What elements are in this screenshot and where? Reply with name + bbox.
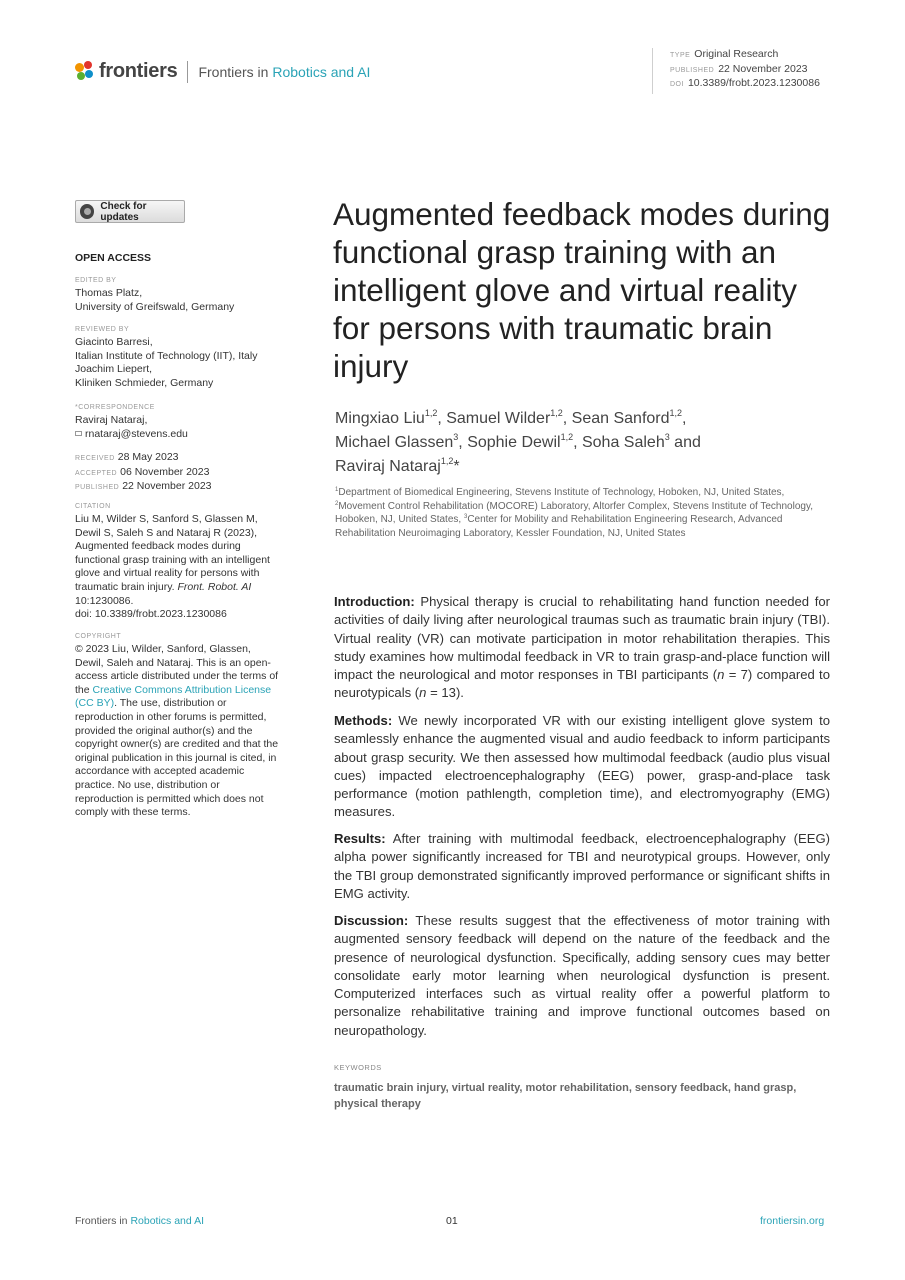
author: Soha Saleh$^3$ and [581, 432, 701, 451]
accepted-date: ACCEPTED 06 November 2023 [75, 465, 210, 478]
abstract-results: Results: After training with multimodal feedback, electroencephalography (EEG) alpha power significantly increased for TBI and neurotypical groups. However, only the TBI group demonstrated significantly improved performance or significant shifts in EMG activity. [334, 831, 830, 901]
frontiers-logo-icon [75, 61, 95, 83]
citation-text: Liu M, Wilder S, Sanford S, Glassen M, Dewil S, Saleh S and Nataraj R (2023), Augmented feedback modes during functional grasp training with an intelligent glove and virtual reality for persons with traumatic brain injury. Front. Robot. AI 10:1230086. [75, 513, 270, 607]
keywords-label: KEYWORDS [334, 1063, 382, 1072]
author: Mingxiao Liu$^{1,2}$, [335, 408, 447, 427]
editor-name: Thomas Platz, [75, 287, 143, 299]
reviewer-name: Giacinto Barresi, [75, 336, 153, 348]
frontiers-logo[interactable] [75, 60, 370, 83]
edited-by-section: EDITED BY Thomas Platz, University of Greifswald, Germany [75, 276, 280, 314]
crossmark-icon [80, 204, 94, 219]
author: Sophie Dewil$^{1,2}$, [467, 432, 582, 451]
editor-affiliation: University of Greifswald, Germany [75, 300, 235, 313]
open-access-label: OPEN ACCESS [75, 252, 152, 264]
author: Samuel Wilder$^{1,2}$, [446, 408, 572, 427]
article-title: Augmented feedback modes during functional grasp training with an intelligent glove and virtual reality for persons with traumatic brain injury [333, 196, 831, 384]
article-meta [652, 48, 820, 94]
footer-site-link[interactable]: frontiersin.org [760, 1215, 825, 1227]
meta-published: PUBLISHED 22 November 2023 [670, 62, 808, 75]
correspondence-email[interactable]: rnataraj@stevens.edu [75, 428, 280, 442]
abstract-discussion: Discussion: These results suggest that the effectiveness of motor training with augmented sensory feedback will depend on the nature of the feedback and the presence of neurological dysfunction. Specifically, adding sensory cues may better consolidate early motor learning when neurological dysfunction is present. Computerized interfaces such as virtual reality offer a powerful platform to personalize rehabilitative training and improve functional outcomes based on neuropathology. [334, 913, 830, 1038]
affiliations: $^1$Department of Biomedical Engineering, Stevens Institute of Technology, Hoboken, NJ, United States, $^2$Movement Control Rehabilitation (MOCORE) Laboratory, Altorfer Complex, Stevens Institute of Technology, Hoboken, NJ, United States, $^3$Center for Mobility and Rehabilitation Engineering Research, Advanced Rehabilitation Neuroimaging Laboratory, Kessler Foundation, NJ, United States [335, 487, 814, 539]
abstract-introduction: Introduction: Physical therapy is crucial to rehabilitating hand function needed for activities of daily living after neurological traumas such as traumatic brain injury (TBI). Virtual reality (VR) can motivate participation in motor rehabilitation therapies. This study examines how multimodal feedback in VR to train grasp-and-place function will impact the neurological and motor responses in TBI participants (n = 7) compared to neurotypicals (n = 13). [334, 594, 830, 701]
page-number: 01 [446, 1215, 458, 1227]
keywords: traumatic brain injury, virtual reality, motor rehabilitation, sensory feedback, hand grasp, physical therapy [334, 1082, 797, 1110]
copyright-section: COPYRIGHT © 2023 Liu, Wilder, Sanford, Glassen, Dewil, Saleh and Nataraj. This is an open-access article distributed under the terms of the Creative Commons Attribution License (CC BY). The use, distribution or reproduction in other forums is permitted, provided the original author(s) and the copyright owner(s) are credited and that the original publication in this journal is cited, in accordance with accepted academic practice. No use, distribution or reproduction is permitted which does not comply with these terms. [75, 633, 279, 819]
correspondence-name: Raviraj Nataraj, [75, 414, 148, 426]
correspondence-section: *CORRESPONDENCE Raviraj Nataraj, rnataraj@stevens.edu [75, 403, 280, 441]
author-list [335, 407, 830, 479]
meta-type: TYPE Original Research [670, 48, 779, 60]
mail-icon [75, 431, 82, 436]
brand-name: frontiers [99, 60, 178, 82]
published-date: PUBLISHED 22 November 2023 [75, 480, 212, 493]
reviewer-affiliation: Kliniken Schmieder, Germany [75, 376, 214, 389]
open-access-section [75, 252, 280, 266]
divider [187, 61, 188, 83]
author: Michael Glassen$^3$, [335, 432, 468, 451]
author: Raviraj Nataraj$^{1,2}$* [335, 456, 460, 475]
check-for-updates-button[interactable]: Check for updates [75, 200, 185, 223]
reviewer-name: Joachim Liepert, [75, 363, 153, 376]
meta-doi: DOI 10.3389/frobt.2023.1230086 [670, 77, 820, 89]
abstract-methods: Methods: We newly incorporated VR with our existing intelligent glove system to seamlessly enhance the augmented visual and audio feedback to inform participants about grasp security. We then assessed how multimodal feedback (audio plus visual cues) impacted electroencephalography (EEG) power, grasp-and-place task performance (motion pathlength, completion time), and electromyography (EMG) measures. [334, 713, 830, 820]
footer-journal[interactable]: Frontiers in Robotics and AI [75, 1215, 204, 1227]
journal-name: Frontiers in Robotics and AI [198, 63, 371, 80]
reviewer-affiliation: Italian Institute of Technology (IIT), Italy [75, 349, 258, 362]
citation-doi: doi: 10.3389/frobt.2023.1230086 [75, 608, 227, 621]
reviewed-by-section: REVIEWED BY Giacinto Barresi, Italian Institute of Technology (IIT), Italy Joachim Liepert, Kliniken Schmieder, Germany [75, 325, 280, 390]
author: Sean Sanford$^{1,2}$, [571, 408, 687, 427]
citation-section: CITATION Liu M, Wilder S, Sanford S, Glassen M, Dewil S, Saleh S and Nataraj R (2023), Augmented feedback modes during functional grasp training with an intelligent glove and virtual reality for persons with traumatic brain injury. Front. Robot. AI 10:1230086. doi: 10.3389/frobt.2023.1230086 [75, 502, 280, 622]
copyright-text: © 2023 Liu, Wilder, Sanford, Glassen, Dewil, Saleh and Nataraj. This is an open-access article distributed under the terms of the Creative Commons Attribution License (CC BY). The use, distribution or reproduction in other forums is permitted, provided the original author(s) and the copyright owner(s) are credited and that the original publication in this journal is cited, in accordance with accepted academic practice. No use, distribution or reproduction is permitted which does not comply with these terms. [75, 643, 279, 819]
dates-section [75, 451, 280, 495]
received-date: RECEIVED 28 May 2023 [75, 451, 179, 463]
cc-license-link[interactable]: Creative Commons Attribution License (CC BY) [75, 683, 272, 710]
